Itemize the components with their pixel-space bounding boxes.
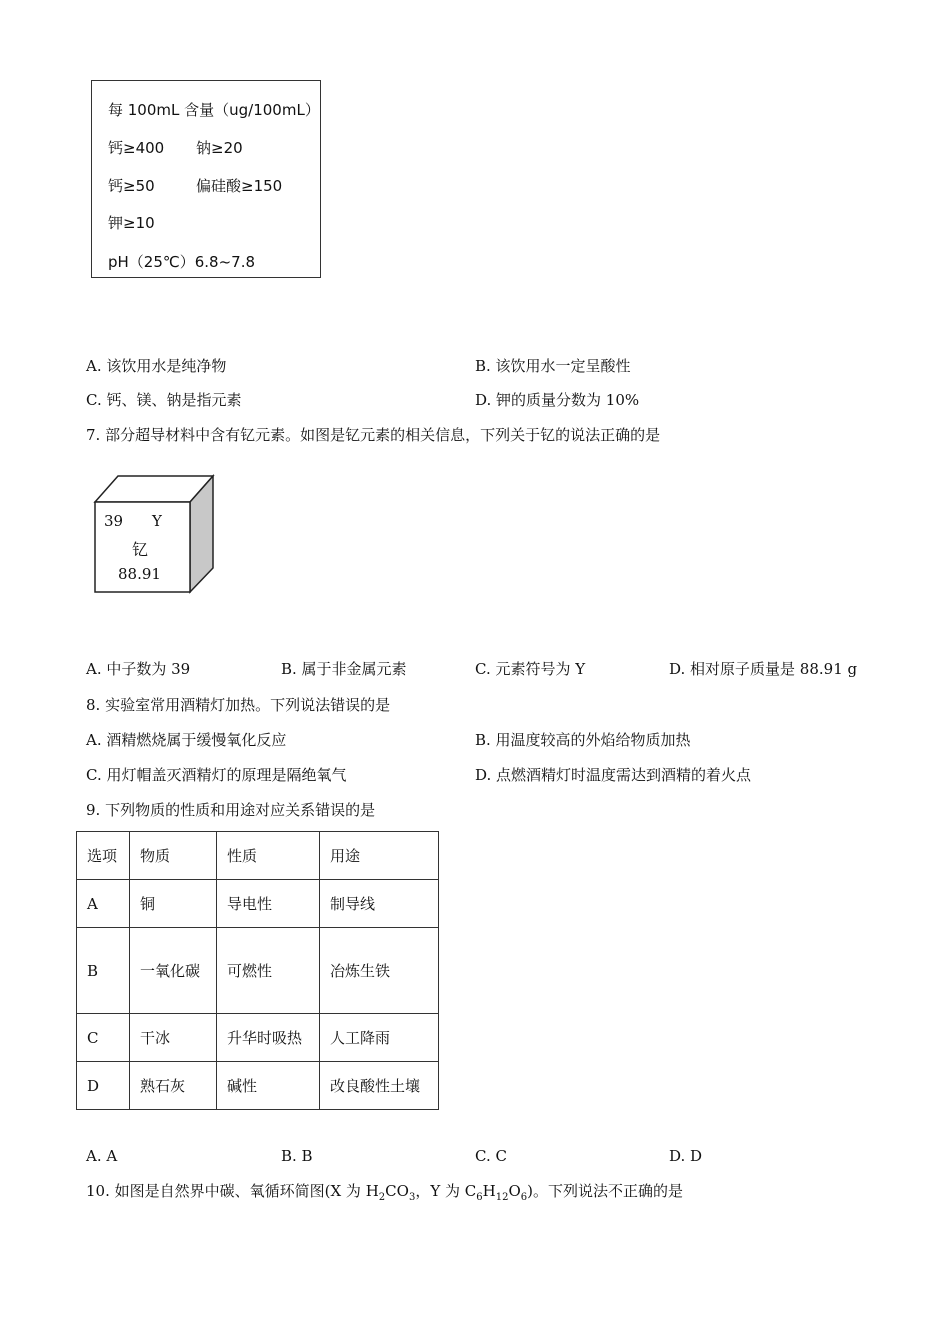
q8-stem: 8. 实验室常用酒精灯加热。下列说法错误的是 — [86, 696, 391, 714]
header-property: 性质 — [217, 832, 320, 880]
table-header-row — [77, 832, 439, 880]
table-cell: C — [77, 1014, 130, 1062]
table-cell: 制导线 — [320, 880, 439, 928]
q9-stem: 9. 下列物质的性质和用途对应关系错误的是 — [86, 801, 376, 819]
table-cell: 一氧化碳 — [130, 928, 217, 1014]
table-cell: 升华时吸热 — [217, 1014, 320, 1062]
q10-stem — [86, 1182, 683, 1207]
table-cell: 碱性 — [217, 1062, 320, 1110]
atomic-mass: 88.91 — [118, 565, 161, 583]
q9-option-a[interactable]: A. A — [86, 1147, 118, 1165]
q7-option-a[interactable]: A. 中子数为 39 — [86, 660, 191, 678]
table-cell: A — [77, 880, 130, 928]
q6-option-c[interactable]: C. 钙、镁、钠是指元素 — [86, 391, 242, 409]
q10-text: ，Y 为 C — [415, 1182, 477, 1200]
q7-stem: 7. 部分超导材料中含有钇元素。如图是钇元素的相关信息，下列关于钇的说法正确的是 — [86, 426, 661, 444]
q10-text: )。下列说法不正确的是 — [527, 1182, 683, 1200]
table-cell: 冶炼生铁 — [320, 928, 439, 1014]
q6-option-b[interactable]: B. 该饮用水一定呈酸性 — [475, 357, 631, 375]
label-potassium: 钾≥10 — [108, 214, 155, 232]
header-option: 选项 — [77, 832, 130, 880]
q8-option-b[interactable]: B. 用温度较高的外焰给物质加热 — [475, 731, 691, 749]
q9-option-b[interactable]: B. B — [281, 1147, 313, 1165]
q10-text: CO — [385, 1182, 409, 1200]
q6-option-d[interactable]: D. 钾的质量分数为 10% — [475, 391, 640, 409]
q8-option-d[interactable]: D. 点燃酒精灯时温度需达到酒精的着火点 — [475, 766, 752, 784]
table-cell: 人工降雨 — [320, 1014, 439, 1062]
q8-option-a[interactable]: A. 酒精燃烧属于缓慢氧化反应 — [86, 731, 287, 749]
table-cell: B — [77, 928, 130, 1014]
table-cell: 干冰 — [130, 1014, 217, 1062]
table-cell: 熟石灰 — [130, 1062, 217, 1110]
element-name: 钇 — [132, 540, 149, 559]
q7-option-d[interactable]: D. 相对原子质量是 88.91 g — [669, 660, 858, 678]
q10-text: 10. 如图是自然界中碳、氧循环简图(X 为 H — [86, 1182, 379, 1200]
q9-option-c[interactable]: C. C — [475, 1147, 507, 1165]
q8-option-c[interactable]: C. 用灯帽盖灭酒精灯的原理是隔绝氧气 — [86, 766, 347, 784]
label-calcium: 钙≥400 — [108, 139, 165, 157]
q10-text: H — [482, 1182, 496, 1200]
yttrium-element-cube — [90, 474, 220, 602]
table-cell: D — [77, 1062, 130, 1110]
q10-text: O — [508, 1182, 521, 1200]
element-symbol: Y — [152, 512, 162, 530]
label-metasilicic: 偏硅酸≥150 — [196, 177, 283, 195]
water-label-box — [91, 80, 321, 278]
q6-option-a[interactable]: A. 该饮用水是纯净物 — [86, 357, 227, 375]
properties-table — [76, 831, 439, 1110]
q10-subscript: 12 — [495, 1192, 509, 1203]
table-row — [77, 1062, 439, 1110]
q7-option-b[interactable]: B. 属于非金属元素 — [281, 660, 407, 678]
table-row — [77, 880, 439, 928]
q7-option-c[interactable]: C. 元素符号为 Y — [475, 660, 586, 678]
table-cell: 铜 — [130, 880, 217, 928]
q9-option-d[interactable]: D. D — [669, 1147, 703, 1165]
header-use: 用途 — [320, 832, 439, 880]
table-cell: 可燃性 — [217, 928, 320, 1014]
label-title: 每 100mL 含量（ug/100mL） — [108, 101, 320, 119]
header-substance: 物质 — [130, 832, 217, 880]
table-cell: 导电性 — [217, 880, 320, 928]
q10-subscript: 2 — [378, 1192, 386, 1203]
label-ph: pH（25℃）6.8~7.8 — [108, 253, 256, 271]
table-row — [77, 928, 439, 1014]
q10-subscript: 6 — [476, 1192, 483, 1203]
table-row — [77, 1014, 439, 1062]
label-sodium: 钠≥20 — [196, 139, 243, 157]
atomic-number: 39 — [104, 512, 124, 530]
table-cell: 改良酸性土壤 — [320, 1062, 439, 1110]
label-calcium-2: 钙≥50 — [108, 177, 155, 195]
q10-subscript: 3 — [408, 1192, 416, 1203]
q10-subscript: 6 — [520, 1192, 528, 1203]
